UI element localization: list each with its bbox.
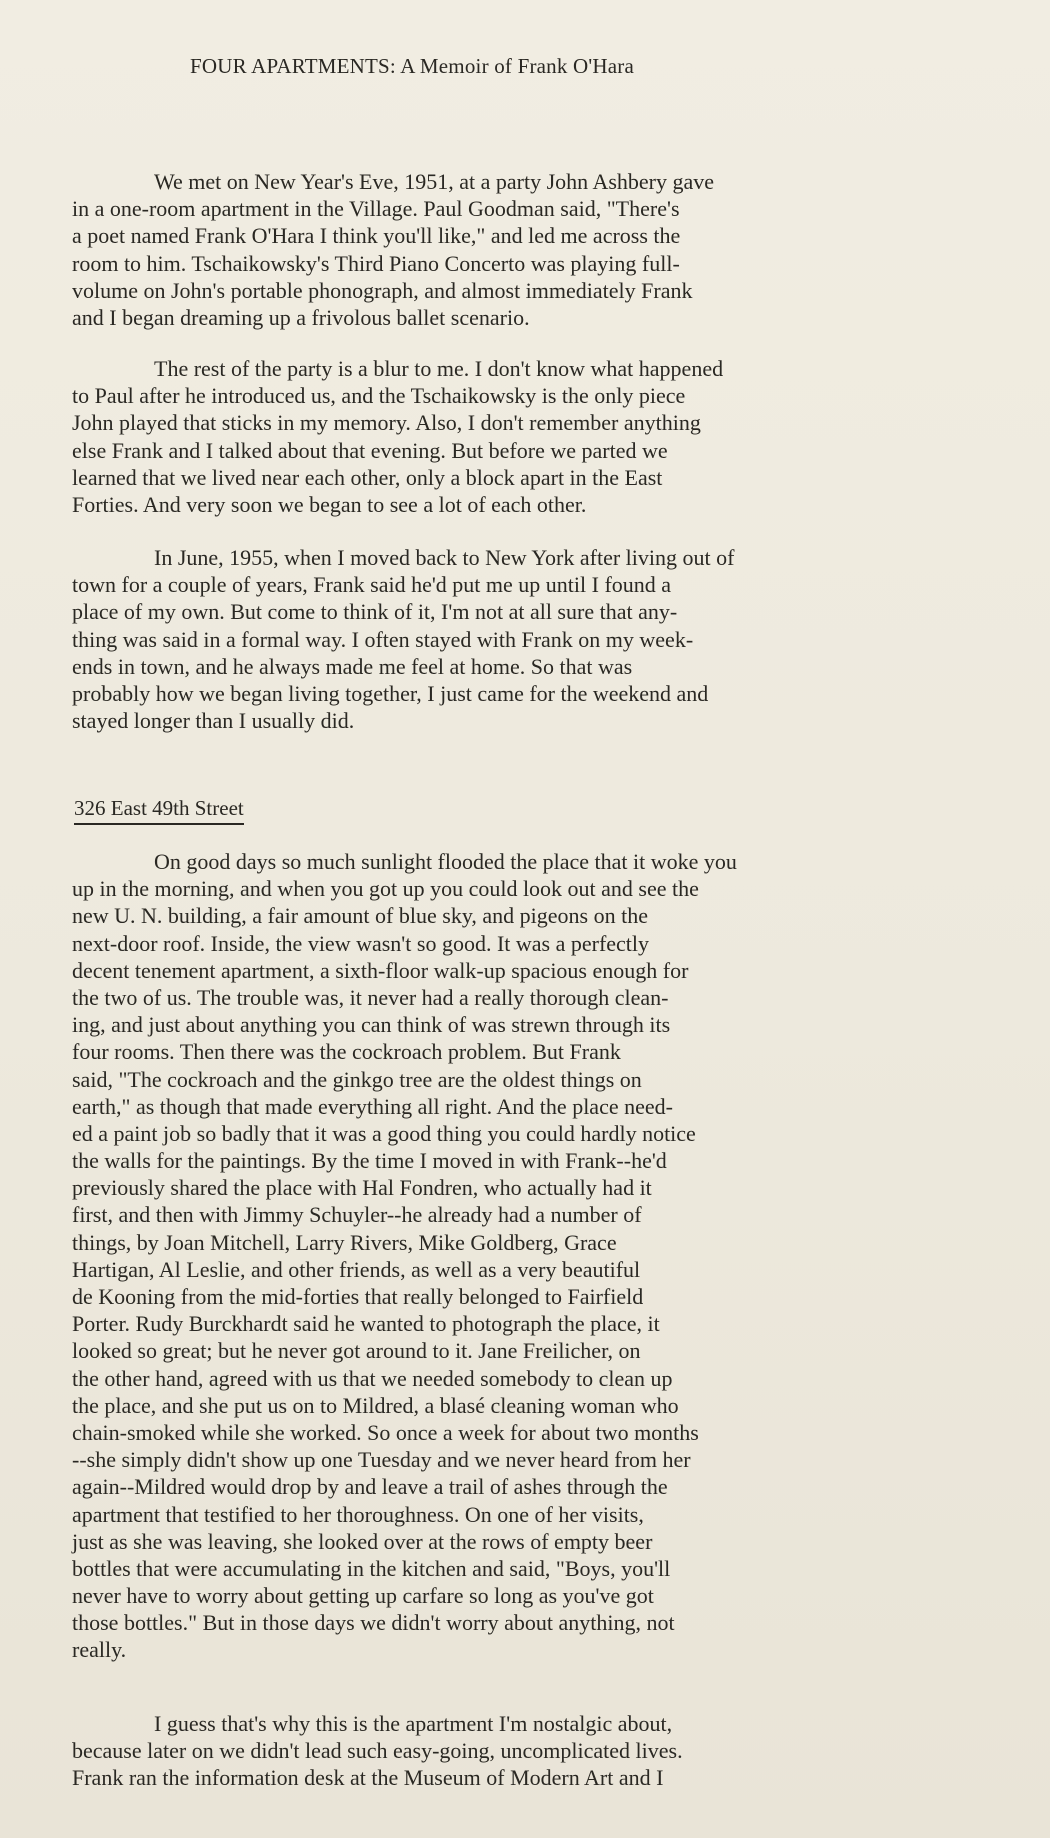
text-line: in a one-room apartment in the Village. Paul Goodman said, "There's [72,196,680,222]
text-line: the place, and she put us on to Mildred, a blasé cleaning woman who [72,1392,679,1418]
text-line: In June, 1955, when I moved back to New York after living out of [154,545,735,570]
text-line: again--Mildred would drop by and leave a trail of ashes through the [72,1474,668,1500]
text-line: the walls for the paintings. By the time I moved in with Frank--he'd [72,1148,667,1174]
text-line: and I began dreaming up a frivolous ballet scenario. [72,304,530,330]
text-line: the two of us. The trouble was, it never had a really thorough clean- [72,984,669,1010]
text-line: Forties. And very soon we began to see a lot of each other. [72,491,587,517]
text-line: first, and then with Jimmy Schuyler--he already had a number of [72,1202,642,1228]
text-line: bottles that were accumulating in the kitchen and said, "Boys, you'll [72,1555,671,1581]
section-paragraph-2 [72,1710,972,1792]
text-line: ed a paint job so badly that it was a good thing you could hardly notice [72,1120,696,1146]
text-line: said, "The cockroach and the ginkgo tree are the oldest things on [72,1066,642,1092]
text-line: next-door roof. Inside, the view wasn't so good. It was a perfectly [72,930,650,956]
text-line: because later on we didn't lead such easy-going, uncomplicated lives. [72,1738,683,1764]
text-line: Hartigan, Al Leslie, and other friends, as well as a very beautiful [72,1256,641,1282]
text-line: John played that sticks in my memory. Also, I don't remember anything [72,410,701,436]
text-line: --she simply didn't show up one Tuesday and we never heard from her [72,1447,691,1473]
paragraph-3 [72,544,972,734]
text-line: ends in town, and he always made me feel at home. So that was [72,653,633,679]
text-line: de Kooning from the mid-forties that really belonged to Fairfield [72,1284,644,1309]
text-line: volume on John's portable phonograph, and almost immediately Frank [72,277,693,303]
text-line: learned that we lived near each other, only a block apart in the East [72,464,663,490]
text-line: else Frank and I talked about that evening. But before we parted we [72,437,668,463]
text-line: town for a couple of years, Frank said he'd put me up until I found a [72,572,672,598]
document-title: FOUR APARTMENTS: A Memoir of Frank O'Hara [190,54,634,78]
text-line: those bottles." But in those days we didn't worry about anything, not [72,1610,675,1636]
text-line: earth," as though that made everything all right. And the place need- [72,1093,673,1119]
text-line: apartment that testified to her thoroughness. On one of her visits, [72,1501,644,1527]
text-line: decent tenement apartment, a sixth-floor walk-up spacious enough for [72,957,689,983]
text-line: never have to worry about getting up carfare so long as you've got [72,1583,654,1609]
text-line: things, by Joan Mitchell, Larry Rivers, Mike Goldberg, Grace [72,1229,617,1255]
text-line: the other hand, agreed with us that we needed somebody to clean up [72,1365,673,1391]
text-line: probably how we began living together, I just came for the weekend and [72,680,709,706]
text-line: The rest of the party is a blur to me. I don't know what happened [154,356,724,381]
text-line: four rooms. Then there was the cockroach problem. But Frank [72,1039,621,1065]
text-line: Frank ran the information desk at the Museum of Modern Art and I [72,1765,664,1791]
text-line: just as she was leaving, she looked over at the rows of empty beer [72,1528,653,1554]
text-line: looked so great; but he never got around to it. Jane Freilicher, on [72,1338,641,1364]
text-line: previously shared the place with Hal Fondren, who actually had it [72,1175,652,1201]
section-paragraph-1 [72,848,972,1664]
text-line: new U. N. building, a fair amount of blue sky, and pigeons on the [72,903,648,929]
text-line: thing was said in a formal way. I often stayed with Frank on my week- [72,626,694,652]
text-line: up in the morning, and when you got up you could look out and see the [72,876,699,902]
text-line: stayed longer than I usually did. [72,708,355,734]
section-heading: 326 East 49th Street [74,796,244,825]
text-line: really. [72,1637,127,1663]
text-line: room to him. Tschaikowsky's Third Piano Concerto was playing full- [72,250,680,276]
paragraph-2 [72,355,972,518]
paragraph-1 [72,168,972,331]
text-line: to Paul after he introduced us, and the Tschaikowsky is the only piece [72,383,686,409]
text-line: I guess that's why this is the apartment I'm nostalgic about, [154,1711,673,1736]
text-line: On good days so much sunlight flooded the place that it woke you [154,849,737,874]
text-line: Porter. Rudy Burckhardt said he wanted to photograph the place, it [72,1311,660,1337]
text-line: ing, and just about anything you can think of was strewn through its [72,1012,671,1038]
text-line: place of my own. But come to think of it, I'm not at all sure that any- [72,599,678,625]
text-line: We met on New Year's Eve, 1951, at a party John Ashbery gave [154,169,715,194]
text-line: chain-smoked while she worked. So once a week for about two months [72,1419,699,1445]
text-line: a poet named Frank O'Hara I think you'll like," and led me across the [72,223,681,249]
